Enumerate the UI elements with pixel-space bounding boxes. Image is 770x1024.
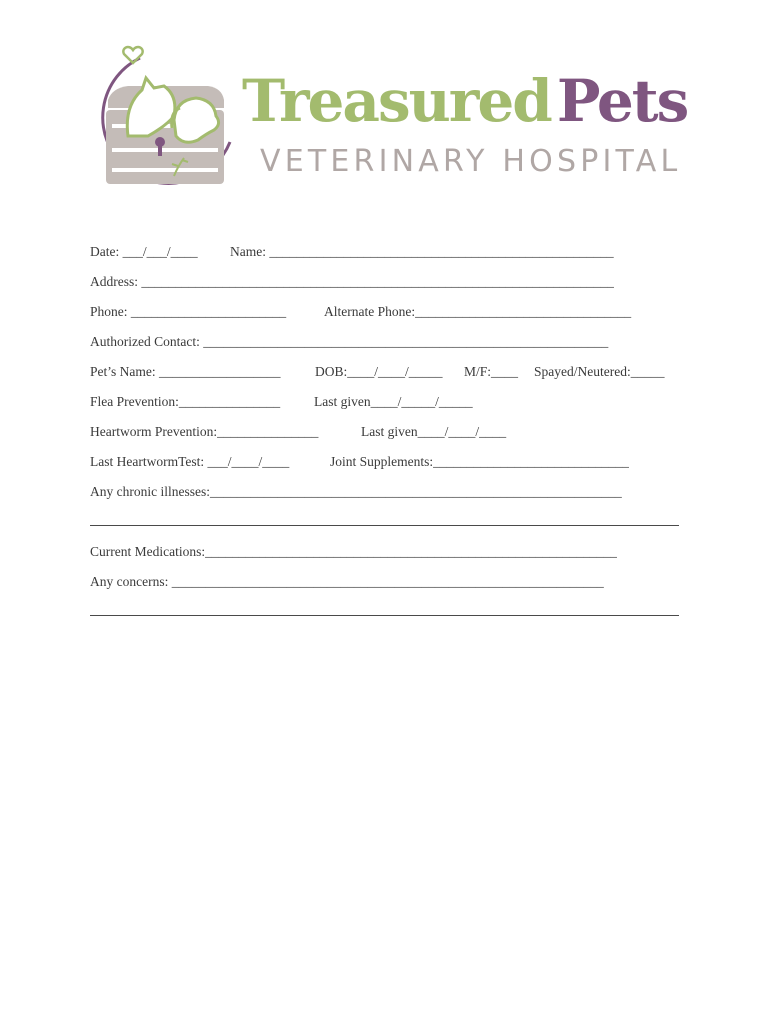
- heartworm-prevention-field[interactable]: Heartworm Prevention:_______________: [90, 424, 319, 439]
- row-heartworm-test: [90, 451, 685, 473]
- brand-word-pets: Pets: [556, 67, 688, 135]
- concerns-field[interactable]: Any concerns: ________________________________________________________________: [90, 574, 604, 589]
- flea-last-given-field[interactable]: Last given____/_____/_____: [314, 394, 473, 409]
- brand-word-treasured: Treasured: [242, 67, 551, 135]
- joint-supplements-field[interactable]: Joint Supplements:_____________________________: [330, 454, 629, 469]
- treasured-pets-logo: [88, 42, 728, 192]
- current-medications-field[interactable]: Current Medications:_____________________________________________________________: [90, 544, 617, 559]
- row-medications: [90, 541, 685, 563]
- row-concerns: [90, 571, 685, 593]
- concerns-continuation-line[interactable]: [90, 615, 679, 616]
- last-heartworm-test-field[interactable]: Last HeartwormTest: ___/____/____: [90, 454, 290, 469]
- row-heartworm: [90, 421, 685, 443]
- heartworm-last-given-field[interactable]: Last given____/____/____: [361, 424, 507, 439]
- brand-subtitle: VETERINARY HOSPITAL: [260, 144, 682, 179]
- chronic-illnesses-continuation-line[interactable]: [90, 525, 679, 526]
- row-date-name: [90, 241, 685, 263]
- pet-name-field[interactable]: Pet’s Name: __________________: [90, 364, 281, 379]
- brand-name: [242, 66, 687, 136]
- treasure-chest-pets-icon: [88, 42, 238, 192]
- sex-field[interactable]: M/F:____: [464, 364, 519, 379]
- row-concerns-continued: [90, 601, 685, 623]
- address-field[interactable]: Address: ______________________________________________________________________: [90, 274, 614, 289]
- alternate-phone-field[interactable]: Alternate Phone:________________________________: [324, 304, 632, 319]
- phone-field[interactable]: Phone: _______________________: [90, 304, 287, 319]
- name-field[interactable]: Name: ___________________________________________________: [230, 244, 614, 259]
- row-chronic: [90, 481, 685, 503]
- row-address: [90, 271, 685, 293]
- row-flea: [90, 391, 685, 413]
- row-phone: [90, 301, 685, 323]
- patient-intake-form: [90, 241, 685, 589]
- authorized-contact-field[interactable]: Authorized Contact: ____________________________________________________________: [90, 334, 609, 349]
- row-authorized-contact: [90, 331, 685, 353]
- dob-field[interactable]: DOB:____/____/_____: [315, 364, 443, 379]
- row-pet: [90, 361, 685, 383]
- chronic-illnesses-field[interactable]: Any chronic illnesses:_____________________________________________________________: [90, 484, 622, 499]
- date-field[interactable]: Date: ___/___/____: [90, 244, 198, 259]
- row-chronic-continued: [90, 511, 685, 533]
- flea-prevention-field[interactable]: Flea Prevention:_______________: [90, 394, 281, 409]
- spayed-neutered-field[interactable]: Spayed/Neutered:_____: [534, 364, 665, 379]
